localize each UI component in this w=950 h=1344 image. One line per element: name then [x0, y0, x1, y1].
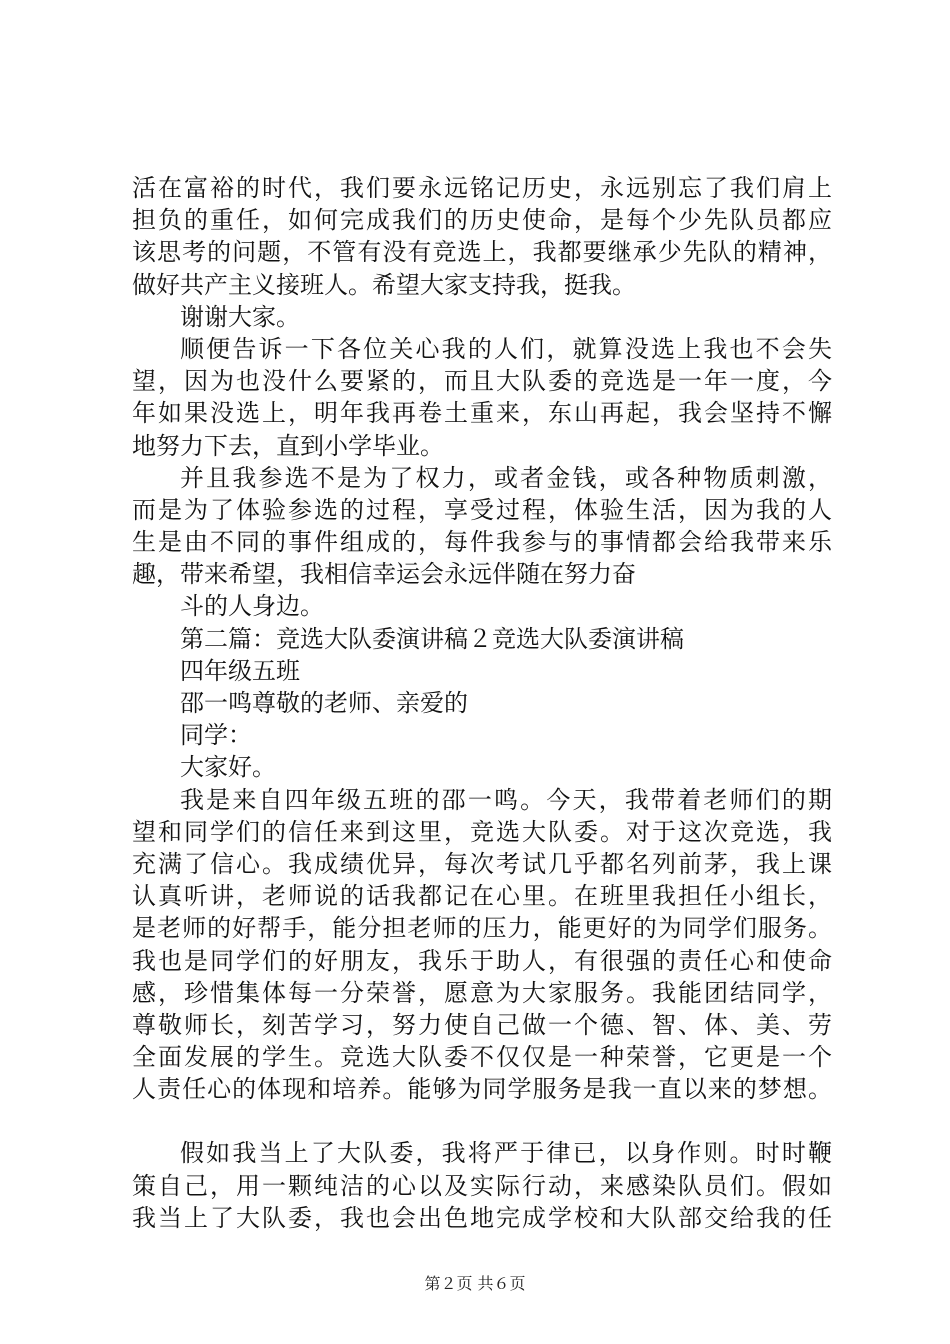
text-line: 谢谢大家。 [180, 302, 300, 331]
text-line: 策自己，用一颗纯洁的心以及实际行动，来感染队员们。假如 [132, 1171, 832, 1200]
text-line: 我当上了大队委，我也会出色地完成学校和大队部交给我的任 [132, 1203, 832, 1232]
document-body [132, 172, 832, 1234]
text-line: 做好共产主义接班人。希望大家支持我，挺我。 [132, 270, 636, 299]
text-line: 地努力下去，直到小学毕业。 [132, 431, 444, 460]
text-line: 该思考的问题，不管有没有竞选上，我都要继承少先队的精神， [132, 238, 832, 267]
text-line: 望，因为也没什么要紧的，而且大队委的竞选是一年一度，今 [132, 367, 832, 396]
text-line: 充满了信心。我成绩优异，每次考试几乎都名列前茅，我上课 [132, 849, 832, 878]
text-line: 顺便告诉一下各位关心我的人们，就算没选上我也不会失 [180, 334, 832, 363]
text-line: 假如我当上了大队委，我将严于律已，以身作则。时时鞭 [180, 1139, 832, 1168]
text-line: 感，珍惜集体每一分荣誉，愿意为大家服务。我能团结同学， [132, 978, 832, 1007]
text-line: 并且我参选不是为了权力，或者金钱，或各种物质刺激， [180, 463, 832, 492]
text-line: 是老师的好帮手，能分担老师的压力，能更好的为同学们服务。 [132, 914, 832, 943]
text-line: 同学： [180, 721, 252, 750]
text-line: 认真听讲，老师说的话我都记在心里。在班里我担任小组长， [132, 882, 832, 911]
text-line: 年如果没选上，明年我再卷土重来，东山再起，我会坚持不懈 [132, 399, 832, 428]
text-line: 担负的重任，如何完成我们的历史使命，是每个少先队员都应 [132, 206, 832, 235]
text-line: 趣，带来希望，我相信幸运会永远伴随在努力奋 [132, 560, 636, 589]
text-line: 生是由不同的事件组成的，每件我参与的事情都会给我带来乐 [132, 528, 832, 557]
text-line: 望和同学们的信任来到这里，竞选大队委。对于这次竞选，我 [132, 817, 832, 846]
text-line: 活在富裕的时代，我们要永远铭记历史，永远别忘了我们肩上 [132, 174, 832, 202]
text-line: 我也是同学们的好朋友，我乐于助人，有很强的责任心和使命 [132, 946, 832, 975]
paragraph-gap [132, 1105, 832, 1137]
text-line: 四年级五班 [180, 656, 300, 685]
text-line: 尊敬师长，刻苦学习，努力使自己做一个德、智、体、美、劳 [132, 1010, 832, 1039]
text-line: 人责任心的体现和培养。能够为同学服务是我一直以来的梦想。 [132, 1075, 832, 1104]
text-line: 邵一鸣尊敬的老师、亲爱的 [180, 689, 468, 717]
text-line: 大家好。 [180, 753, 276, 782]
section-heading: 第二篇：竞选大队委演讲稿２竞选大队委演讲稿 [180, 624, 684, 653]
page-footer: 第２页 共６页 [424, 1274, 526, 1293]
text-line: 我是来自四年级五班的邵一鸣。今天，我带着老师们的期 [180, 785, 832, 814]
text-line: 斗的人身边。 [180, 592, 324, 621]
text-line: 而是为了体验参选的过程，享受过程，体验生活，因为我的人 [132, 495, 832, 524]
text-line: 全面发展的学生。竞选大队委不仅仅是一种荣誉，它更是一个 [132, 1043, 832, 1072]
